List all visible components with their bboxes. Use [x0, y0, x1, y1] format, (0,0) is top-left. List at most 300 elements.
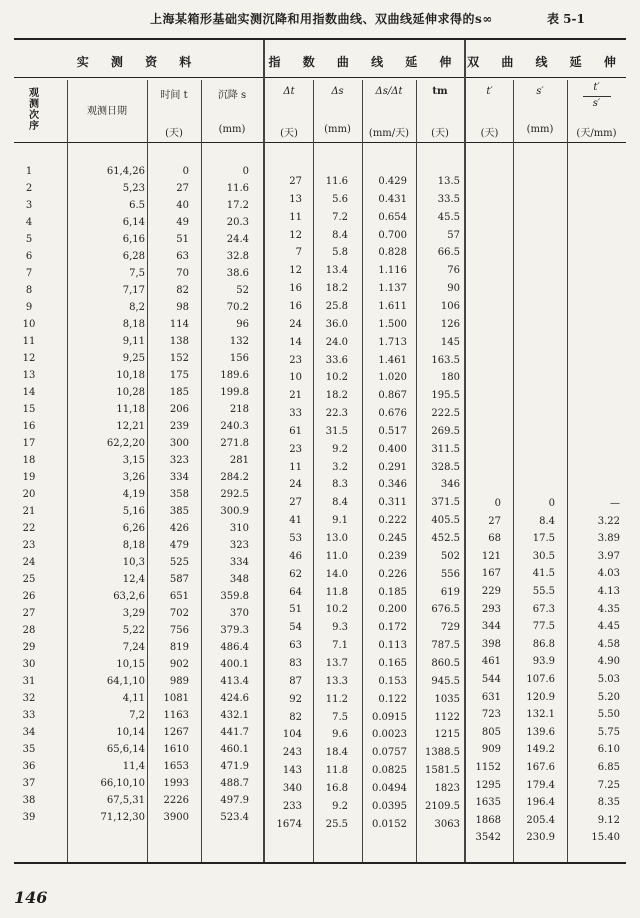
- cell-settlement: 379.3: [220, 625, 249, 636]
- cell-no: 5: [25, 234, 33, 245]
- cell-ds-dt: 0.165: [378, 657, 407, 669]
- cell-no: 14: [22, 387, 36, 398]
- cell-ds: 8.4: [332, 497, 348, 509]
- cell-settlement: 424.6: [220, 693, 249, 704]
- cell-ds: 8.3: [332, 479, 348, 491]
- cell-settlement: 441.7: [220, 727, 249, 738]
- cell-tm: 106: [440, 300, 460, 312]
- cell-dt: 233: [282, 800, 302, 812]
- cell-ds: 10.2: [325, 604, 348, 616]
- cell-time: 385: [169, 506, 189, 517]
- cell-t-over-s: 3.89: [597, 533, 620, 545]
- cell-ds-dt: 0.431: [378, 193, 407, 205]
- cell-time: 63: [176, 251, 189, 262]
- cell-ds-dt: 1.137: [378, 283, 407, 295]
- cell-settlement: 310: [229, 523, 249, 534]
- cell-t-over-s: —: [610, 498, 620, 509]
- cell-ds: 14.0: [325, 568, 348, 580]
- cell-no: 27: [22, 608, 36, 619]
- cell-tm: 269.5: [431, 425, 460, 437]
- cell-settlement: 189.6: [220, 370, 249, 381]
- cell-ds-dt: 1.500: [378, 318, 407, 330]
- cell-no: 2: [25, 183, 33, 194]
- cell-ds: 13.0: [325, 533, 348, 544]
- table-title: 上海某箱形基础实测沉降和用指数曲线、双曲线延伸求得的s∞: [150, 12, 493, 26]
- cell-t-prime: 1868: [475, 814, 501, 826]
- cell-settlement: 400.1: [220, 659, 249, 670]
- cell-dt: 61: [289, 425, 302, 437]
- cell-dt: 27: [289, 497, 302, 509]
- cell-tm: 76: [447, 265, 460, 277]
- cell-no: 17: [22, 438, 36, 449]
- cell-tm: 405.5: [431, 515, 460, 527]
- cell-dt: 92: [289, 693, 302, 705]
- cell-dt: 82: [289, 711, 302, 723]
- cell-ds: 36.0: [325, 318, 348, 330]
- cell-t-prime: 1635: [475, 797, 501, 809]
- group-hyperbolic: 双 曲 线 延 伸: [467, 55, 625, 69]
- cell-ds: 7.2: [332, 211, 348, 223]
- cell-time: 587: [169, 574, 189, 585]
- cell-date: 11,18: [116, 404, 145, 415]
- cell-time: 1081: [163, 693, 189, 704]
- cell-time: 40: [176, 200, 189, 211]
- cell-dt: 83: [289, 657, 302, 669]
- cell-settlement: 32.8: [226, 251, 249, 262]
- cell-settlement: 370: [229, 608, 249, 619]
- cell-settlement: 52: [236, 285, 249, 296]
- cell-tm: 556: [440, 568, 460, 580]
- cell-no: 16: [22, 421, 36, 432]
- cell-time: 1610: [163, 744, 189, 755]
- col-divider: [147, 80, 148, 862]
- cell-settlement: 348: [229, 574, 249, 585]
- col-header-ds: Δs: [331, 86, 344, 97]
- group-measured: 实 测 资 料: [76, 55, 201, 69]
- col-divider: [313, 80, 314, 862]
- cell-t-over-s: 4.58: [597, 638, 620, 650]
- cell-time: 51: [176, 234, 189, 245]
- cell-settlement: 281: [229, 455, 249, 466]
- cell-settlement: 460.1: [220, 744, 249, 755]
- top-rule: [14, 38, 626, 40]
- cell-ds: 13.7: [325, 657, 348, 669]
- cell-ds-dt: 0.200: [378, 604, 407, 616]
- cell-time: 479: [169, 540, 189, 551]
- cell-ds: 8.4: [332, 229, 348, 241]
- cell-dt: 23: [289, 354, 302, 366]
- cell-ds-dt: 0.0915: [372, 711, 407, 723]
- cell-ds: 11.2: [325, 693, 348, 705]
- cell-date: 7,17: [122, 285, 145, 296]
- col-header-tm-unit: (天): [431, 128, 449, 139]
- cell-ds: 9.6: [332, 729, 348, 741]
- cell-ds: 18.2: [325, 390, 348, 402]
- cell-no: 38: [22, 795, 36, 806]
- col-divider: [513, 80, 514, 862]
- cell-no: 10: [22, 319, 36, 330]
- cell-ds: 9.1: [332, 515, 348, 527]
- col-divider: [362, 80, 363, 862]
- cell-ds-dt: 0.429: [378, 176, 407, 187]
- cell-time: 1163: [163, 710, 189, 721]
- col-header-ratio-numerator: t′: [593, 82, 600, 93]
- cell-date: 7,24: [122, 642, 145, 653]
- cell-tm: 45.5: [437, 211, 460, 223]
- cell-tm: 222.5: [431, 408, 460, 420]
- cell-tm: 787.5: [431, 640, 460, 652]
- cell-ds-dt: 0.226: [378, 568, 407, 580]
- cell-dt: 10: [289, 372, 302, 384]
- cell-settlement: 240.3: [220, 421, 249, 432]
- cell-ds: 13.4: [325, 265, 348, 277]
- cell-no: 19: [22, 472, 36, 483]
- cell-t-prime: 27: [488, 515, 501, 527]
- col-header-s: 沉降 s: [217, 90, 247, 101]
- cell-time: 358: [169, 489, 189, 500]
- cell-date: 6.5: [129, 200, 145, 211]
- cell-time: 702: [169, 608, 189, 619]
- cell-date: 67,5,31: [106, 795, 145, 806]
- cell-tm: 945.5: [431, 675, 460, 687]
- cell-time: 756: [169, 625, 189, 636]
- cell-s-prime: 0: [548, 498, 555, 509]
- cell-t-over-s: 5.03: [597, 674, 620, 685]
- cell-time: 2226: [163, 795, 189, 806]
- cell-tm: 1388.5: [425, 747, 460, 759]
- cell-no: 24: [22, 557, 36, 568]
- cell-t-over-s: 4.45: [597, 621, 620, 633]
- cell-settlement: 486.4: [220, 642, 249, 653]
- cell-settlement: 96: [236, 319, 249, 330]
- cell-tm: 3063: [434, 818, 460, 830]
- cell-time: 82: [176, 285, 189, 296]
- cell-dt: 24: [289, 318, 302, 330]
- cell-tm: 180: [440, 372, 460, 384]
- cell-dt: 24: [289, 479, 302, 491]
- cell-date: 4,19: [122, 489, 145, 500]
- cell-ds: 9.2: [332, 443, 348, 455]
- cell-dt: 1674: [276, 818, 302, 830]
- cell-s-prime: 41.5: [532, 568, 555, 580]
- cell-date: 61,4,26: [106, 166, 145, 177]
- cell-settlement: 20.3: [226, 217, 249, 228]
- cell-tm: 311.5: [431, 443, 460, 455]
- page-number: 146: [14, 888, 48, 907]
- cell-date: 10,3: [122, 557, 145, 568]
- cell-no: 21: [22, 506, 36, 517]
- cell-s-prime: 55.5: [532, 586, 555, 597]
- cell-dt: 46: [289, 550, 302, 562]
- cell-t-over-s: 9.12: [597, 814, 620, 826]
- cell-s-prime: 77.5: [532, 621, 555, 633]
- cell-dt: 21: [289, 390, 302, 402]
- cell-date: 8,18: [122, 319, 145, 330]
- cell-date: 3,15: [122, 455, 145, 466]
- cell-no: 1: [25, 166, 33, 177]
- cell-t-over-s: 8.35: [597, 797, 620, 809]
- cell-ds-dt: 1.611: [378, 300, 407, 312]
- cell-ds-dt: 0.0023: [372, 729, 407, 741]
- col-header-tp-unit: (天): [480, 128, 499, 139]
- cell-t-prime: 461: [481, 656, 501, 668]
- cell-settlement: 432.1: [220, 710, 249, 721]
- cell-ds: 33.6: [325, 354, 348, 366]
- cell-no: 23: [22, 540, 36, 551]
- cell-date: 10,15: [116, 659, 145, 670]
- cell-dt: 16: [289, 283, 302, 295]
- cell-no: 11: [22, 336, 36, 347]
- cell-tm: 452.5: [431, 533, 460, 544]
- cell-tm: 1035: [434, 693, 460, 705]
- cell-ds: 7.5: [332, 711, 348, 723]
- col-header-tm: tm: [432, 86, 448, 97]
- cell-ds-dt: 0.311: [378, 497, 407, 509]
- cell-ds: 11.6: [325, 176, 348, 187]
- cell-tm: 676.5: [431, 604, 460, 616]
- cell-no: 12: [22, 353, 36, 364]
- cell-time: 27: [176, 183, 189, 194]
- cell-s-prime: 8.4: [539, 515, 555, 527]
- cell-t-over-s: 4.35: [597, 603, 620, 615]
- cell-time: 819: [169, 642, 189, 653]
- cell-dt: 12: [289, 229, 302, 241]
- cell-settlement: 218: [229, 404, 249, 415]
- cell-ds: 3.2: [332, 461, 348, 473]
- cell-tm: 346: [440, 479, 460, 491]
- cell-no: 6: [25, 251, 33, 262]
- col-header-no: 观测次序: [29, 88, 39, 132]
- cell-t-prime: 68: [488, 533, 501, 545]
- cell-date: 4,11: [122, 693, 145, 704]
- table-number: 表 5-1: [547, 12, 585, 26]
- cell-ds-dt: 0.113: [378, 640, 407, 652]
- cell-date: 8,18: [122, 540, 145, 551]
- cell-no: 4: [25, 217, 33, 228]
- cell-date: 63,2,6: [113, 591, 145, 602]
- group-divider: [464, 40, 466, 862]
- col-header-ratio-unit: (天/mm): [576, 128, 617, 139]
- cell-time: 3900: [163, 812, 189, 823]
- col-header-t-unit: (天): [165, 128, 183, 139]
- cell-settlement: 413.4: [220, 676, 249, 687]
- cell-settlement: 38.6: [226, 268, 249, 279]
- cell-time: 175: [169, 370, 189, 381]
- cell-settlement: 323: [229, 540, 249, 551]
- cell-dt: 27: [289, 176, 302, 187]
- cell-no: 18: [22, 455, 36, 466]
- cell-settlement: 199.8: [220, 387, 249, 398]
- cell-ds-dt: 0.867: [378, 390, 407, 402]
- cell-ds-dt: 0.346: [378, 479, 407, 491]
- cell-no: 8: [25, 285, 33, 296]
- cell-ds: 5.8: [332, 247, 348, 259]
- cell-settlement: 471.9: [220, 761, 249, 772]
- cell-tm: 1122: [434, 711, 460, 723]
- cell-ds: 10.2: [325, 372, 348, 384]
- cell-date: 10,18: [116, 370, 145, 381]
- cell-dt: 11: [289, 211, 302, 223]
- cell-ds-dt: 0.222: [378, 515, 407, 527]
- cell-t-prime: 121: [481, 550, 501, 562]
- cell-settlement: 11.6: [226, 183, 249, 194]
- cell-time: 49: [176, 217, 189, 228]
- cell-no: 26: [22, 591, 36, 602]
- cell-dt: 41: [289, 515, 302, 527]
- cell-dt: 243: [282, 747, 302, 759]
- cell-ds-dt: 0.654: [378, 211, 407, 223]
- col-header-dt-unit: (天): [280, 128, 298, 139]
- col-divider: [416, 80, 417, 862]
- cell-ds: 11.8: [325, 586, 348, 598]
- cell-ds-dt: 1.116: [378, 265, 407, 277]
- cell-time: 426: [169, 523, 189, 534]
- cell-date: 8,2: [129, 302, 145, 313]
- cell-settlement: 271.8: [220, 438, 249, 449]
- cell-t-over-s: 3.97: [597, 550, 620, 562]
- cell-settlement: 132: [229, 336, 249, 347]
- cell-t-over-s: 7.25: [597, 779, 620, 791]
- cell-ds: 7.1: [332, 640, 348, 652]
- cell-tm: 328.5: [431, 461, 460, 473]
- cell-date: 6,26: [122, 523, 145, 534]
- cell-date: 6,14: [122, 217, 145, 228]
- cell-ds: 31.5: [325, 425, 348, 437]
- cell-t-prime: 909: [481, 744, 501, 756]
- group-rule: [14, 77, 626, 78]
- cell-dt: 53: [289, 533, 302, 544]
- cell-ds-dt: 0.239: [378, 550, 407, 562]
- cell-t-over-s: 6.85: [597, 762, 620, 773]
- col-header-t: 时间 t: [160, 90, 188, 101]
- cell-t-prime: 1295: [475, 779, 501, 791]
- cell-date: 71,12,30: [100, 812, 145, 823]
- col-divider: [567, 80, 568, 862]
- cell-no: 9: [25, 302, 33, 313]
- cell-date: 64,1,10: [106, 676, 145, 687]
- cell-ds-dt: 0.0494: [372, 782, 407, 794]
- cell-ds-dt: 0.185: [378, 586, 407, 598]
- cell-ds-dt: 0.676: [378, 408, 407, 420]
- group-exponential: 指 数 曲 线 延 伸: [268, 55, 461, 69]
- cell-time: 0: [182, 166, 189, 177]
- cell-no: 28: [22, 625, 36, 636]
- cell-no: 34: [22, 727, 36, 738]
- cell-settlement: 334: [229, 557, 249, 568]
- cell-time: 206: [169, 404, 189, 415]
- cell-settlement: 17.2: [226, 200, 249, 211]
- cell-s-prime: 67.3: [532, 603, 555, 615]
- cell-t-prime: 293: [481, 603, 501, 615]
- cell-settlement: 156: [229, 353, 249, 364]
- cell-t-prime: 344: [481, 621, 501, 633]
- cell-s-prime: 86.8: [532, 638, 555, 650]
- cell-no: 3: [25, 200, 33, 211]
- cell-s-prime: 179.4: [526, 779, 555, 791]
- cell-time: 902: [169, 659, 189, 670]
- cell-time: 138: [169, 336, 189, 347]
- cell-no: 22: [22, 523, 36, 534]
- cell-s-prime: 205.4: [526, 814, 555, 826]
- cell-t-over-s: 15.40: [591, 832, 620, 844]
- cell-s-prime: 93.9: [532, 656, 555, 668]
- cell-dt: 54: [289, 622, 302, 634]
- cell-s-prime: 149.2: [526, 744, 555, 756]
- cell-s-prime: 107.6: [526, 674, 555, 685]
- bottom-rule: [14, 862, 626, 864]
- cell-t-over-s: 5.50: [597, 709, 620, 721]
- cell-t-over-s: 3.22: [597, 515, 620, 527]
- cell-time: 98: [176, 302, 189, 313]
- cell-t-over-s: 4.90: [597, 656, 620, 668]
- cell-t-prime: 0: [494, 498, 501, 509]
- cell-date: 7,5: [129, 268, 145, 279]
- cell-settlement: 497.9: [220, 795, 249, 806]
- cell-s-prime: 132.1: [526, 709, 555, 721]
- cell-tm: 860.5: [431, 657, 460, 669]
- cell-t-over-s: 5.75: [597, 726, 620, 738]
- cell-dt: 64: [289, 586, 302, 598]
- cell-t-over-s: 4.13: [597, 586, 620, 597]
- cell-ds-dt: 0.0825: [372, 765, 407, 777]
- cell-tm: 13.5: [437, 176, 460, 187]
- cell-date: 12,21: [116, 421, 145, 432]
- cell-date: 65,6,14: [106, 744, 145, 755]
- cell-time: 323: [169, 455, 189, 466]
- cell-dt: 104: [282, 729, 302, 741]
- cell-t-prime: 1152: [475, 762, 501, 773]
- cell-dt: 143: [282, 765, 302, 777]
- cell-time: 70: [176, 268, 189, 279]
- cell-dt: 87: [289, 675, 302, 687]
- cell-t-prime: 723: [481, 709, 501, 721]
- cell-ds-dt: 0.700: [378, 229, 407, 241]
- cell-t-over-s: 4.03: [597, 568, 620, 580]
- col-header-ratio-denominator: s′: [592, 98, 601, 109]
- cell-s-prime: 30.5: [532, 550, 555, 562]
- cell-ds-dt: 1.461: [378, 354, 407, 366]
- cell-no: 25: [22, 574, 36, 585]
- cell-tm: 371.5: [431, 497, 460, 509]
- cell-dt: 13: [289, 193, 302, 205]
- cell-date: 5,23: [122, 183, 145, 194]
- cell-date: 11,4: [122, 761, 145, 772]
- cell-date: 6,28: [122, 251, 145, 262]
- cell-ds: 24.0: [325, 336, 348, 348]
- cell-ds-dt: 0.0395: [372, 800, 407, 812]
- fraction-bar: [583, 96, 611, 97]
- cell-dt: 51: [289, 604, 302, 616]
- cell-dt: 14: [289, 336, 302, 348]
- col-header-tp: t′: [486, 86, 493, 97]
- cell-s-prime: 196.4: [526, 797, 555, 809]
- cell-t-prime: 398: [481, 638, 501, 650]
- cell-date: 5,22: [122, 625, 145, 636]
- cell-tm: 163.5: [431, 354, 460, 366]
- cell-date: 12,4: [122, 574, 145, 585]
- cell-tm: 195.5: [431, 390, 460, 402]
- cell-tm: 1215: [434, 729, 460, 741]
- cell-ds-dt: 1.713: [378, 336, 407, 348]
- cell-settlement: 0: [242, 166, 249, 177]
- cell-no: 31: [22, 676, 36, 687]
- cell-ds: 18.2: [325, 283, 348, 295]
- cell-ds: 5.6: [332, 193, 348, 205]
- col-header-dsdt-unit: (mm/天): [368, 128, 410, 139]
- col-header-sp: s′: [536, 86, 544, 97]
- cell-t-prime: 3542: [475, 832, 501, 844]
- cell-no: 13: [22, 370, 36, 381]
